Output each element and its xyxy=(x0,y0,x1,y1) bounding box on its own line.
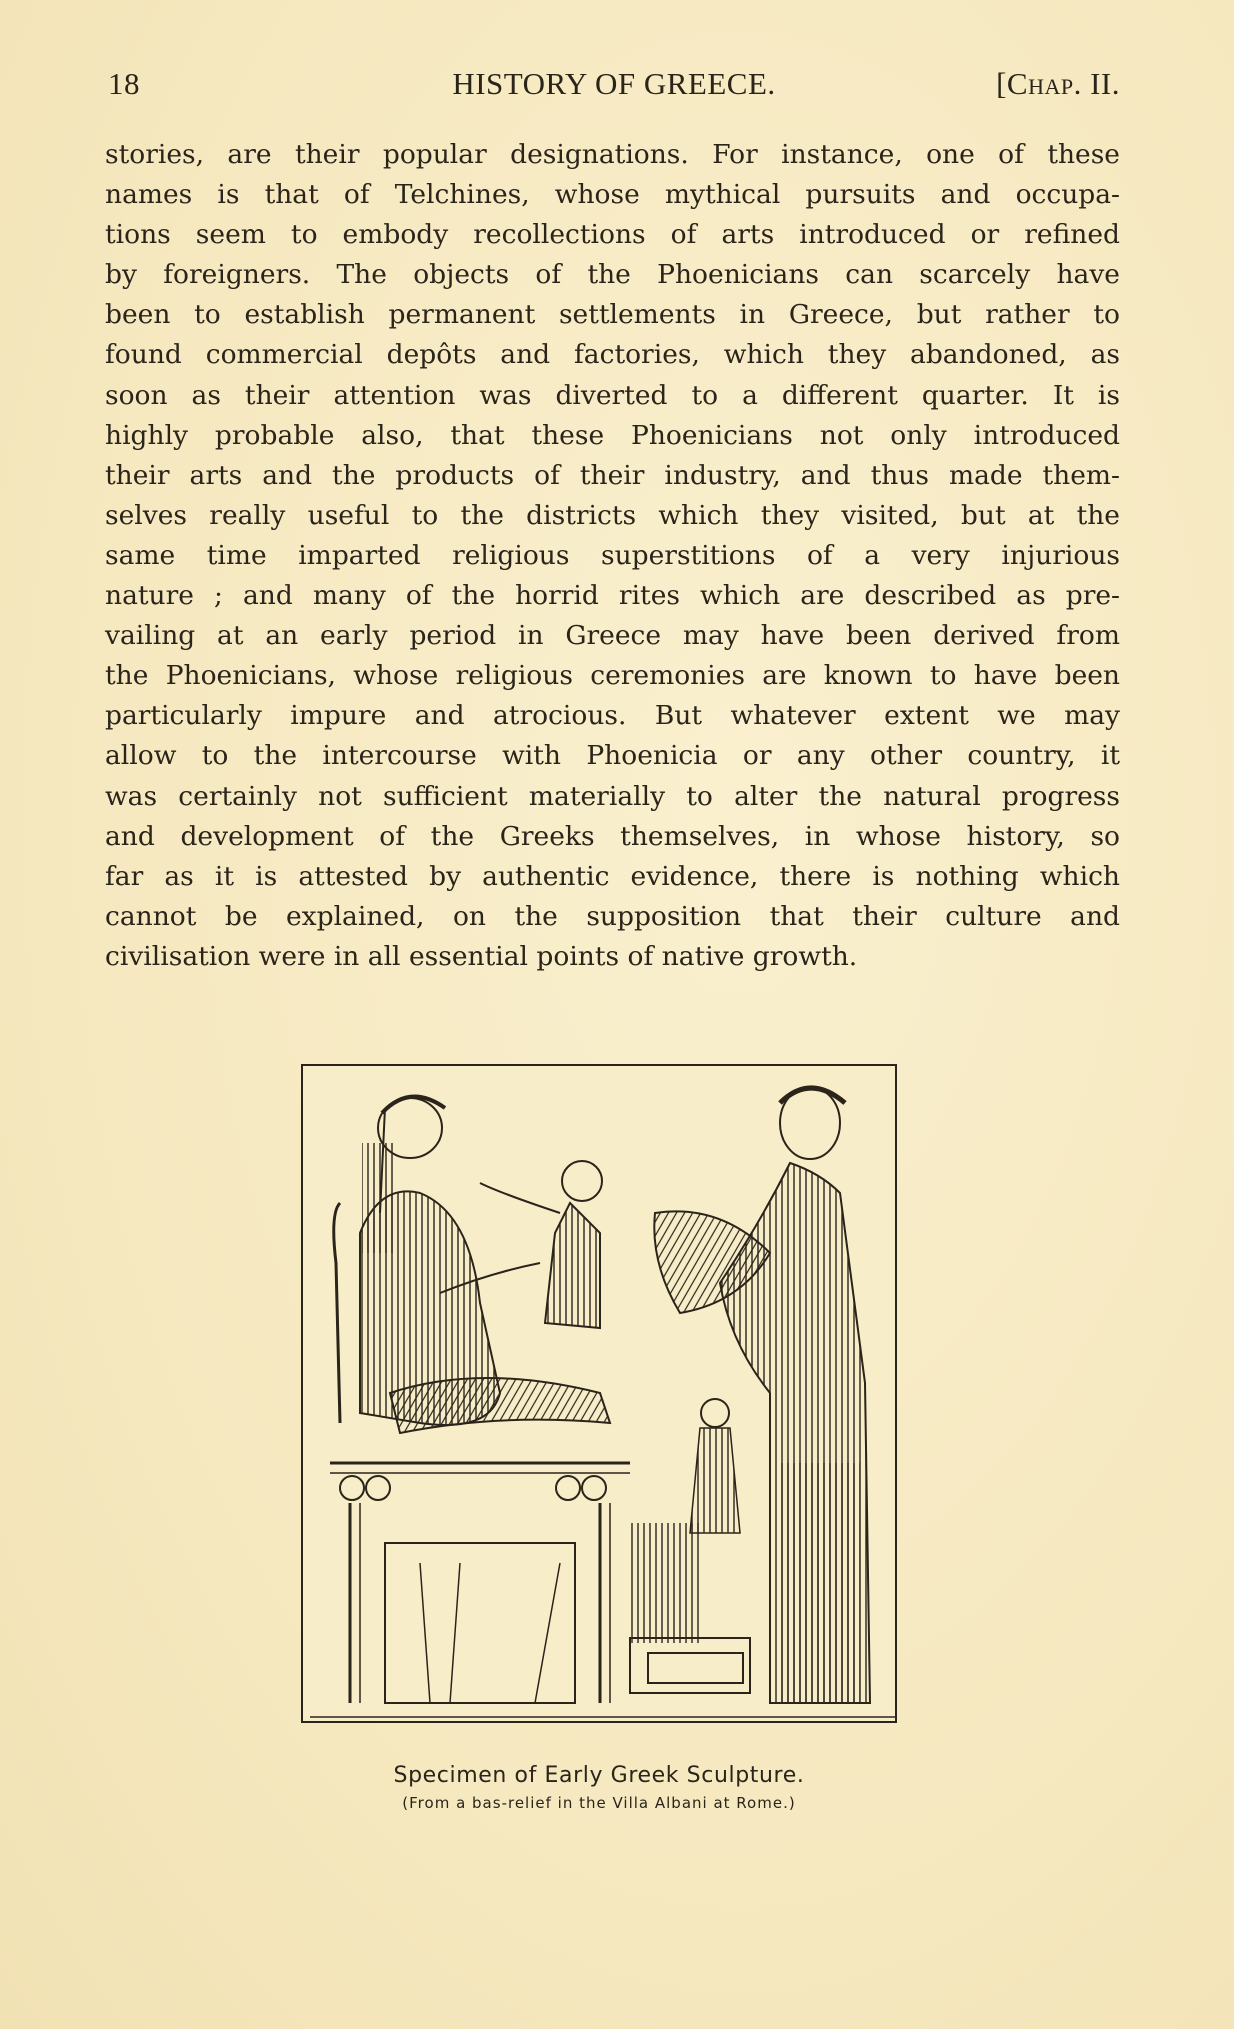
text-line: vailing at an early period in Greece may have been derived from xyxy=(105,620,1120,652)
text-line: same time imparted religious superstitions of a very injurious xyxy=(105,539,1120,571)
text-line: selves really useful to the districts which they visited, but at the xyxy=(105,499,1120,531)
text-line: allow to the intercourse with Phoenicia or any other country, it xyxy=(105,740,1120,772)
sculpture-illustration xyxy=(300,1063,898,1724)
figure-caption xyxy=(300,1763,898,1812)
text-line: far as it is attested by authentic evidence, there is nothing which xyxy=(105,860,1120,892)
text-line: the Phoenicians, whose religious ceremonies are known to have been xyxy=(105,660,1120,692)
text-line: stories, are their popular designations. For instance, one of these xyxy=(105,139,1120,170)
text-line: their arts and the products of their industry, and thus made them- xyxy=(105,459,1120,491)
text-line: found commercial depôts and factories, which they abandoned, as xyxy=(105,339,1120,371)
text-line: was certainly not sufficient materially to alter the natural progress xyxy=(105,780,1120,812)
text-line: cannot be explained, on the supposition that their culture and xyxy=(105,900,1120,932)
caption-source: (From a bas-relief in the Villa Albani at Rome.) xyxy=(402,1794,796,1812)
text-line: been to establish permanent settlements in Greece, but rather to xyxy=(105,299,1120,331)
text-line: by foreigners. The objects of the Phoenicians can scarcely have xyxy=(105,259,1120,291)
text-line: names is that of Telchines, whose mythical pursuits and occupa- xyxy=(105,179,1120,211)
body-paragraph xyxy=(105,135,1120,977)
text-line: soon as their attention was diverted to a different quarter. It is xyxy=(105,379,1120,411)
page-header xyxy=(108,66,1120,106)
bas-relief-engraving xyxy=(300,1063,898,1724)
text-line: nature ; and many of the horrid rites which are described as pre- xyxy=(105,580,1120,612)
chapter-reference: [Chap. II. xyxy=(996,66,1120,101)
running-title: HISTORY OF GREECE. xyxy=(452,66,776,101)
caption-title: Specimen of Early Greek Sculpture. xyxy=(393,1763,805,1788)
text-line: civilisation were in all essential points of native growth. xyxy=(105,940,858,972)
text-line: particularly impure and atrocious. But whatever extent we may xyxy=(105,700,1120,732)
page-number: 18 xyxy=(108,66,140,101)
text-line: highly probable also, that these Phoenicians not only introduced xyxy=(105,419,1120,451)
text-line: and development of the Greeks themselves, in whose history, so xyxy=(105,820,1120,852)
text-line: tions seem to embody recollections of arts introduced or refined xyxy=(105,219,1120,251)
